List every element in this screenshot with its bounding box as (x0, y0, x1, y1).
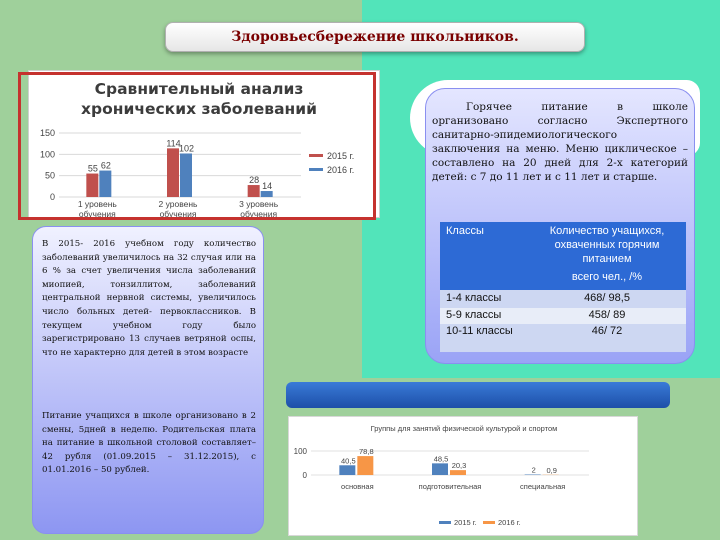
x-tick-label: основная (341, 482, 374, 491)
legend-label: 2015 г. (454, 518, 477, 527)
y-tick-label: 50 (44, 170, 55, 181)
legend-swatch (483, 521, 495, 524)
chart-title: Группы для занятий физической культурой и спортом (370, 424, 558, 433)
diseases-chart-title-line1: Сравнительный анализ (94, 80, 304, 98)
data-label: 48,5 (433, 454, 449, 464)
legend-label: 2016 г. (327, 165, 355, 175)
bar (86, 174, 98, 197)
x-tick-label: подготовительная (418, 482, 482, 491)
data-label: 20,3 (451, 461, 467, 471)
bar (339, 465, 355, 475)
data-label: 2 (531, 465, 536, 475)
bar (99, 171, 111, 197)
data-label: 62 (100, 160, 111, 171)
diseases-chart (28, 70, 380, 218)
legend-swatch (309, 168, 323, 171)
x-tick-label: 2 уровень (158, 199, 198, 209)
diseases-chart-plot (29, 71, 381, 219)
catering-text: Питание учащихся в школе организовано в 2 смены, 5дней в неделю. Родительская плата на питание в школьной столовой составляет– 42 рубля (01.09.2015 – 31.12.2015), с 01.01.2016 – 50 рублей. (42, 411, 256, 476)
table-cell-class: 5-9 классы (446, 309, 502, 321)
data-label: 0,9 (546, 465, 557, 475)
header-bar (286, 382, 670, 408)
x-tick-label: обучения (240, 209, 278, 219)
y-tick-label: 100 (293, 447, 307, 456)
nutrition-text: Горячее питание в школе организовано согласно Экспертного санитарно-эпидемиологического заключения на меню. Меню циклическое – составлено на 20 дней для 2-х категорий детей: с 7 до 11 лет и с 11 лет и старше. (432, 101, 688, 183)
legend-swatch (309, 154, 323, 157)
data-label: 14 (262, 181, 273, 192)
y-tick-label: 0 (302, 471, 307, 480)
table-cell-count: 468/ 98,5 (584, 292, 630, 304)
y-tick-label: 150 (39, 128, 55, 138)
diseases-text: В 2015- 2016 учебном году количество заболеваний увеличилось на 32 случая или на 6 % за счет увеличения числа заболеваний миопией, тонзиллитом, заболеваний центральной нервной системы, увеличилось число больных детей- первоклассников. В текущем учебном году было зарегистрировано 13 случаев ветряной оспы, что не характерно для детей в этом возрасте (42, 239, 256, 358)
bar (248, 185, 260, 197)
x-tick-label: обучения (78, 209, 116, 219)
x-tick-label: 3 уровень (239, 199, 279, 209)
legend-swatch (439, 521, 451, 524)
data-label: 78,8 (359, 447, 374, 457)
data-label: 28 (249, 175, 260, 186)
x-tick-label: 1 уровень (77, 199, 117, 209)
data-label: 55 (87, 163, 98, 174)
x-tick-label: специальная (520, 482, 566, 491)
legend-label: 2015 г. (327, 151, 355, 161)
bar (180, 153, 192, 197)
bar (432, 463, 448, 475)
sports-groups-chart-plot (289, 417, 639, 537)
bar (167, 148, 179, 197)
table-header-classes: Классы (440, 222, 528, 290)
bar (357, 456, 373, 475)
table-cell-count: 46/ 72 (591, 325, 623, 337)
table-header-count (528, 222, 686, 290)
legend-label: 2016 г. (498, 518, 521, 527)
table-header-count-sub: всего чел., /% (571, 271, 643, 283)
table-cell-class: 1-4 классы (446, 292, 502, 304)
slide-title: Здоровьесбережение школьников. (165, 22, 585, 52)
table-cell-count: 458/ 89 (588, 309, 626, 321)
bar (261, 191, 273, 197)
y-tick-label: 100 (39, 149, 55, 160)
data-label: 114 (166, 138, 181, 149)
y-tick-label: 0 (49, 192, 55, 202)
table-header-count-label: Количество учащихся, охваченных горячим питанием (549, 225, 665, 265)
bar (450, 470, 466, 475)
data-label: 102 (178, 143, 195, 154)
x-tick-label: обучения (159, 209, 197, 219)
table-cell-class: 10-11 классы (446, 325, 513, 337)
sports-groups-chart (288, 416, 638, 536)
diseases-chart-title-line2: хронических заболеваний (81, 100, 317, 118)
data-label: 40,5 (341, 456, 356, 466)
nutrition-table (440, 222, 686, 352)
